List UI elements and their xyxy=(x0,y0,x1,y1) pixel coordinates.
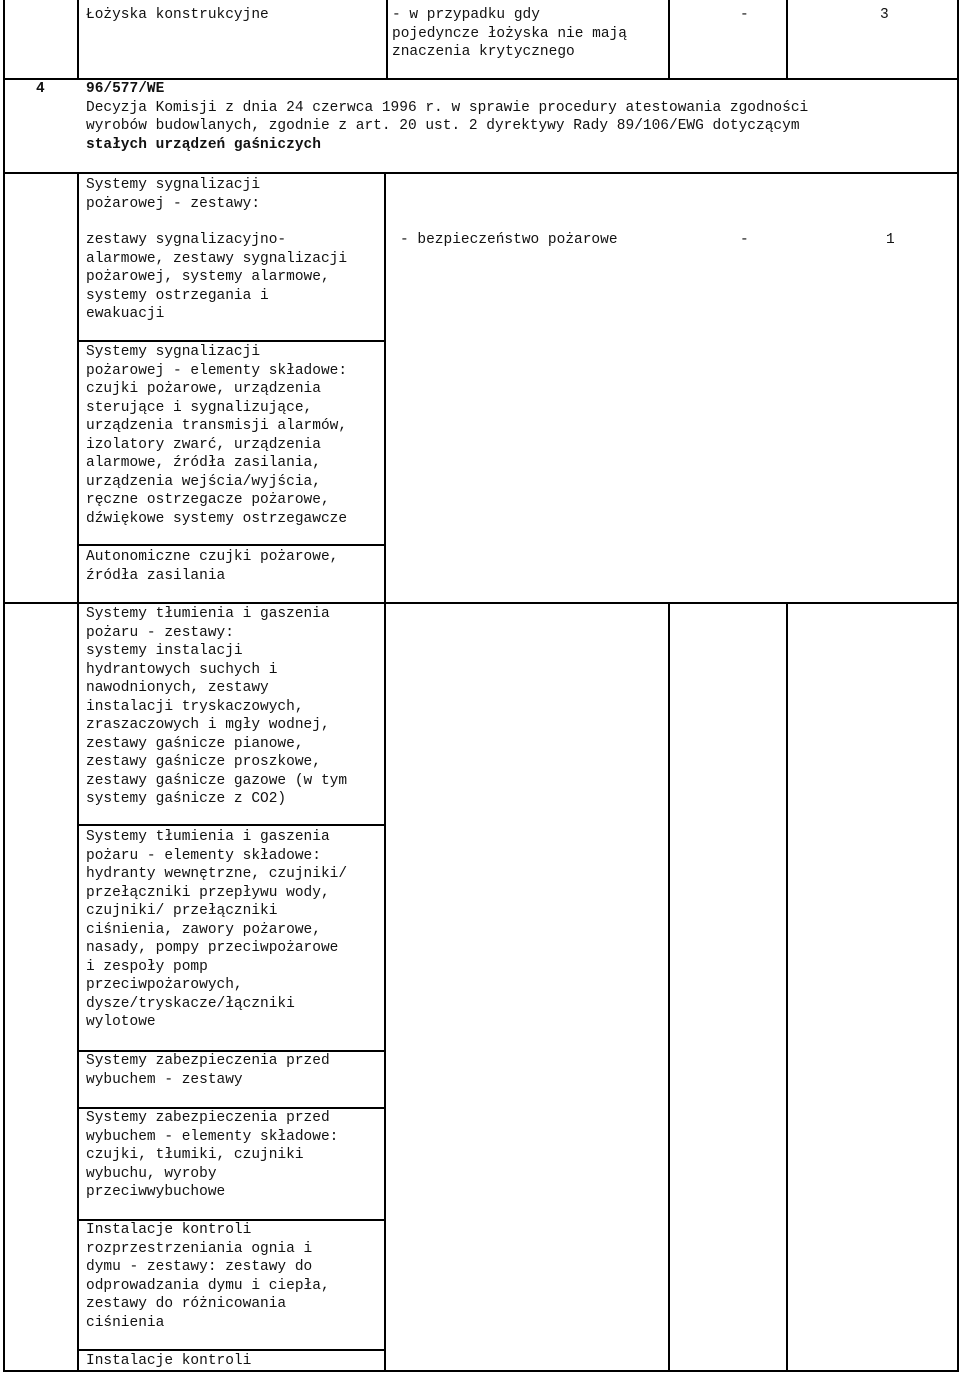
divider xyxy=(77,824,385,826)
divider xyxy=(77,1349,385,1351)
product-cell: Autonomiczne czujki pożarowe, źródła zasilania xyxy=(86,549,339,584)
divider xyxy=(3,172,959,174)
section-number: 4 xyxy=(36,81,45,97)
top-row-use: - w przypadku gdy pojedyncze łożyska nie mają znaczenia krytycznego xyxy=(392,7,627,60)
top-row-system: 3 xyxy=(880,7,889,23)
border-right xyxy=(957,0,959,1372)
divider xyxy=(77,172,79,1372)
divider xyxy=(386,0,388,79)
product-cell: zestawy sygnalizacyjno- alarmowe, zestawy sygnalizacji pożarowej, systemy alarmowe, systemy ostrzegania i ewakuacji xyxy=(86,232,348,322)
divider xyxy=(77,340,385,342)
product-cell: Systemy zabezpieczenia przed wybuchem - zestawy xyxy=(86,1053,330,1088)
intended-use: - bezpieczeństwo pożarowe xyxy=(400,232,618,248)
system-cell: 1 xyxy=(886,232,895,248)
level-cell: - xyxy=(740,232,749,248)
section-code: 96/577/WE xyxy=(86,81,165,97)
product-cell: Systemy tłumienia i gaszenia pożaru - elementy składowe: hydranty wewnętrzne, czujniki/ przełączniki przepływu wody, czujniki/ przełączniki ciśnienia, zawory pożarowe, nasady, pompy przeciwpożarowe i zespoły pomp przeciwpożarowych, dysze/tryskacze/łączniki wylotowe xyxy=(86,829,348,1030)
divider xyxy=(786,0,788,79)
section-decision: Decyzja Komisji z dnia 24 czerwca 1996 r. w sprawie procedury atestowania zgodności xyxy=(86,100,809,116)
divider xyxy=(77,0,79,79)
product-cell: Systemy zabezpieczenia przed wybuchem - elementy składowe: czujki, tłumiki, czujniki wybuchu, wyroby przeciwwybuchowe xyxy=(86,1110,339,1200)
product-cell: Systemy sygnalizacji pożarowej - elementy składowe: czujki pożarowe, urządzenia sterujące i sygnalizujące, urządzenia transmisji alarmów, izolatory zwarć, urządzenia alarmowe, źródła zasilania, urządzenia wejścia/wyjścia, ręczne ostrzegacze pożarowe, dźwiękowe systemy ostrzegawcze xyxy=(86,344,348,527)
divider xyxy=(786,602,788,1372)
border-left xyxy=(3,0,5,1372)
section-subject: stałych urządzeń gaśniczych xyxy=(86,137,321,153)
product-cell: Instalacje kontroli xyxy=(86,1353,252,1369)
top-row-product: Łożyska konstrukcyjne xyxy=(86,7,269,23)
top-row-level: - xyxy=(740,7,749,23)
divider xyxy=(3,602,959,604)
section-decision: wyrobów budowlanych, zgodnie z art. 20 ust. 2 dyrektywy Rady 89/106/EWG dotyczącym xyxy=(86,118,800,134)
product-cell: Systemy sygnalizacji pożarowej - zestawy: xyxy=(86,177,261,212)
divider xyxy=(77,544,385,546)
divider xyxy=(384,172,386,1372)
product-cell: Systemy tłumienia i gaszenia pożaru - zestawy: systemy instalacji hydrantowych suchych i nawodnionych, zestawy instalacji tryskaczowych, zraszaczowych i mgły wodnej, zestawy gaśnicze pianowe, zestawy gaśnicze proszkowe, zestawy gaśnicze gazowe (w tym systemy gaśnicze z CO2) xyxy=(86,606,348,807)
divider xyxy=(668,0,670,79)
product-cell: Instalacje kontroli rozprzestrzeniania ognia i dymu - zestawy: zestawy do odprowadzania dymu i ciepła, zestawy do różnicowania ciśnienia xyxy=(86,1222,330,1331)
divider xyxy=(668,602,670,1372)
